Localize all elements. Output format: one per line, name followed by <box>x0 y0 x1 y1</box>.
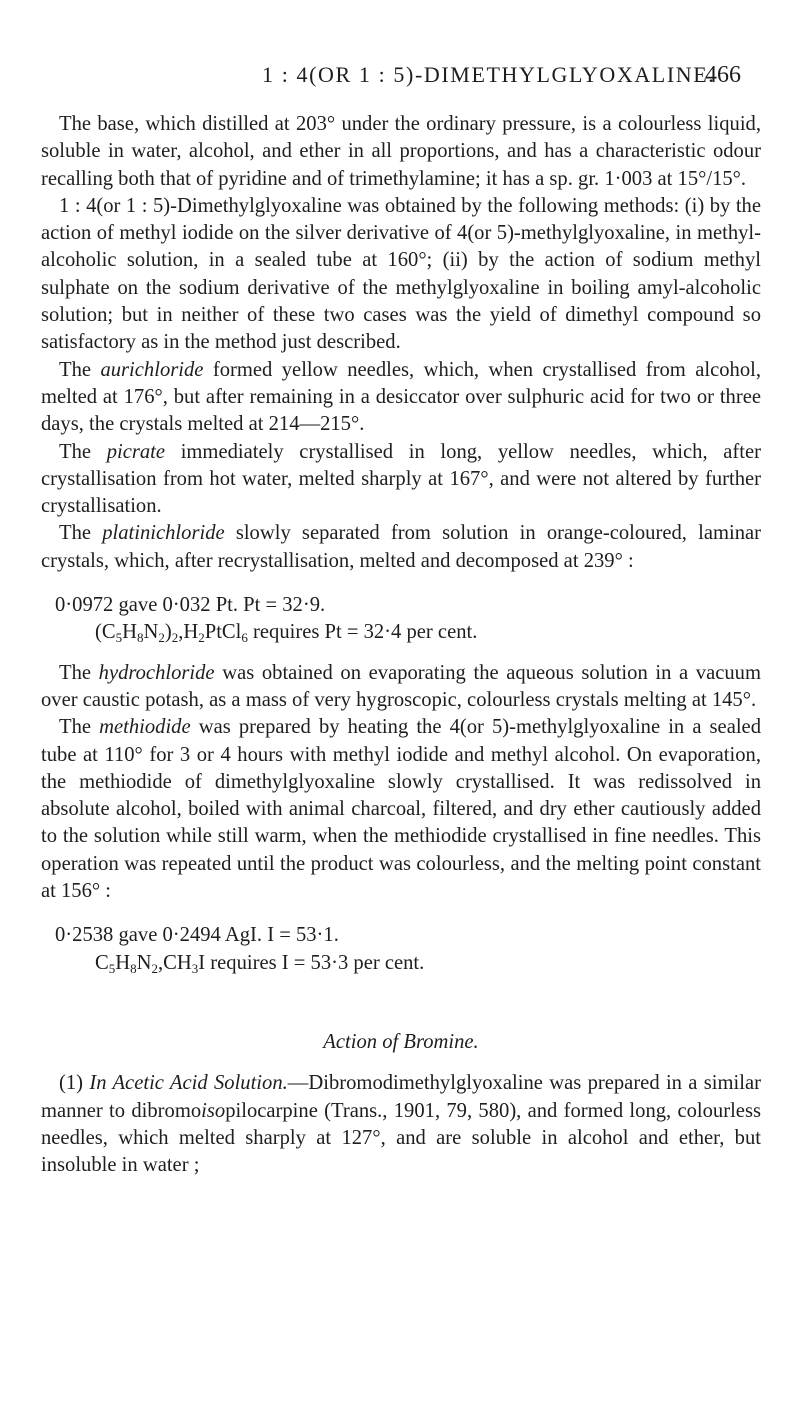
paragraph-hydrochloride: The hydrochloride was obtained on evaporating the aqueous solution in a vacuum over caustic potash, as a mass of very hygroscopic, colourless crystals melting at 145°. <box>41 661 761 711</box>
analysis-required-iodine: $C_5H_8N_2,CH_3I$ requires I = 53·3 per cent. <box>95 951 425 976</box>
term-picrate: picrate <box>106 440 166 463</box>
section-heading-action-of-bromine: Action of Bromine. <box>323 1030 479 1053</box>
paragraph-picrate: The picrate immediately crystallised in long, yellow needles, which, after crystallisation from hot water, melted sharply at 167°, and were not altered by further crystallisation. <box>41 440 761 518</box>
paragraph-methods: 1 : 4(or 1 : 5)-Dimethylglyoxaline was obtained by the following methods: (i) by the action of methyl iodide on the silver derivative of 4(or 5)-methylglyoxaline, in methyl-alcoholic solution, in a sealed tube at 160°; (ii) by the action of sodium methyl sulphate on the sodium derivative of the methylglyoxaline in boiling amyl-alcoholic solution; but in neither of these two cases was the yield of dimethyl compound so satisfactory as in the method just described. <box>41 194 761 354</box>
term-hydrochloride: hydrochloride <box>98 661 215 684</box>
page-number: 466 <box>705 62 741 88</box>
term-aurichloride: aurichloride <box>100 358 204 381</box>
article-body <box>41 111 761 1179</box>
paragraph-acetic-acid-solution: (1) In Acetic Acid Solution.—Dibromodimethylglyoxaline was prepared in a similar manner to dibromoisopilocarpine (Trans., 1901, 79, 580), and formed long, colourless needles, which melted sharply at 127°, and are soluble in alcohol and ether, but insoluble in water ; <box>41 1072 761 1177</box>
subsection-title-acetic-acid: In Acetic Acid Solution. <box>89 1072 288 1095</box>
paragraph-platinichloride: The platinichloride slowly separated from solution in orange-coloured, laminar crystals, which, after recrystallisation, melted and decomposed at 239° : <box>41 522 762 572</box>
running-title: 1 : 4(OR 1 : 5)-DIMETHYLGLYOXALINE. <box>262 62 716 87</box>
paragraph-base-properties: The base, which distilled at 203° under the ordinary pressure, is a colourless liquid, soluble in water, alcohol, and ether in all proportions, and has a characteristic odour recalling both that of pyridine and of trimethylamine; it has a sp. gr. 1·003 at 15°/15°. <box>41 113 761 190</box>
analysis-required-platinum: $(C_5H_8N_2)_2,H_2PtCl_6$ requires Pt = 32·4 per cent. <box>95 621 478 646</box>
analysis-found-platinum: 0·0972 gave 0·032 Pt. Pt = 32·9. <box>55 594 326 617</box>
paragraph-methiodide: The methiodide was prepared by heating the 4(or 5)-methylglyoxaline in a sealed tube at 110° for 3 or 4 hours with methyl iodide and methyl alcohol. On evaporation, the methiodide of dimethylglyoxaline slowly crystallised. It was redissolved in absolute alcohol, boiled with animal charcoal, filtered, and dry ether cautiously added to the solution while still warm, when the methiodide crystallised in fine needles. This operation was repeated until the product was colourless, and the melting point constant at 156° : <box>41 716 761 903</box>
term-methiodide: methiodide <box>99 716 191 739</box>
page-header <box>0 62 800 98</box>
term-platinichloride: platinichloride <box>102 522 225 545</box>
paragraph-aurichloride: The aurichloride formed yellow needles, which, when crystallised from alcohol, melted at 176°, but after remaining in a desiccator over sulphuric acid for two or three days, the crystals melted at 214—215°. <box>41 358 761 436</box>
analysis-found-iodine: 0·2538 gave 0·2494 AgI. I = 53·1. <box>55 924 339 947</box>
